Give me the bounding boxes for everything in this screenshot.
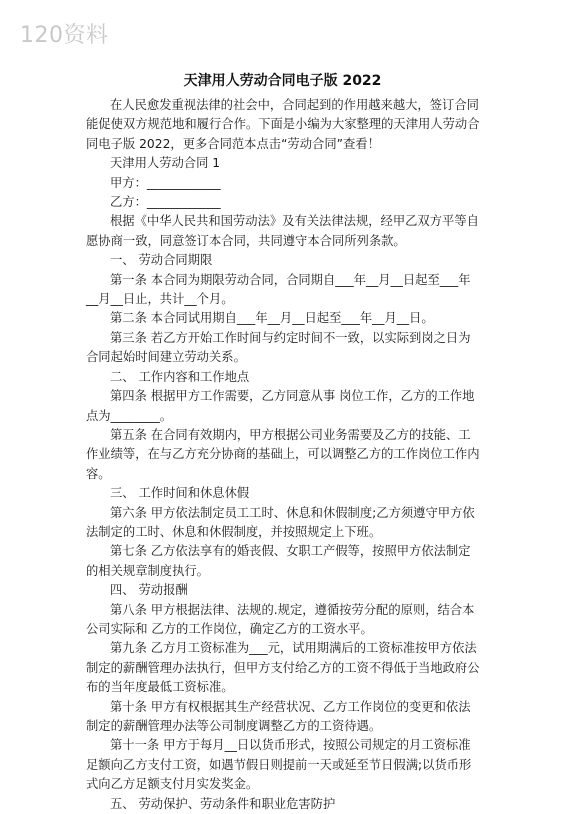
paragraph: 四、 劳动报酬 [110,583,188,598]
paragraph: 三、 工作时间和休息休假 [110,486,250,501]
paragraph: 第五条 在合同有效期内，甲方根据公司业务需要及乙方的技能、工作业绩等，在与乙方充分协商的基础上，可以调整乙方的工作岗位工作内容。 [86,427,480,481]
paragraph: 甲方：____________ [110,175,221,190]
paragraph: 五、 劳动保护、劳动条件和职业危害防护 [110,796,336,811]
paragraph: 第七条 乙方依法享有的婚丧假、女职工产假等，按照甲方依法制定的相关规章制度执行。 [86,544,471,578]
paragraph: 第九条 乙方月工资标准为___元，试用期满后的工资标准按甲方依法制定的薪酬管理办法执行，但甲方支付给乙方的工资不得低于当地政府公布的当年度最低工资标准。 [86,641,480,695]
document-body [86,96,480,814]
paragraph: 第四条 根据甲方工作需要，乙方同意从事 岗位工作，乙方的工作地点为________。 [86,389,475,423]
paragraph: 乙方：____________ [110,195,221,210]
paragraph: 第六条 甲方依法制定员工工时、休息和休假制度;乙方须遵守甲方依法制定的工时、休息和休假制度，并按照规定上下班。 [86,505,475,539]
paragraph: 第一条 本合同为期限劳动合同，合同期自___年__月__日起至___年__月__日止，共计__个月。 [86,272,471,307]
paragraph: 第二条 本合同试用期自___年__月__日起至___年__月__日。 [110,311,434,326]
paragraph: 第三条 若乙方开始工作时间与约定时间不一致，以实际到岗之日为合同起始时间建立劳动关系。 [86,330,471,365]
paragraph: 第十一条 甲方于每月__日以货币形式，按照公司规定的月工资标准足额向乙方支付工资，如遇节假日则提前一天或延至节日假满;以货币形式向乙方足额支付月实发奖金。 [86,738,472,792]
watermark: 120资料 [20,23,109,48]
document-title: 天津用人劳动合同电子版 2022 [183,73,382,89]
paragraph: 天津用人劳动合同 1 [110,156,221,171]
paragraph: 第八条 甲方根据法律、法规的.规定，遵循按劳分配的原则，结合本公司实际和 乙方的工作岗位，确定乙方的工资水平。 [86,602,475,636]
paragraph: 根据《中华人民共和国劳动法》及有关法律法规，经甲乙双方平等自愿协商一致，同意签订本合同，共同遵守本合同所列条款。 [86,214,479,248]
paragraph: 二、 工作内容和工作地点 [110,369,250,384]
paragraph: 在人民愈发重视法律的社会中，合同起到的作用越来越大，签订合同能促使双方规范地和履行合作。下面是小编为大家整理的天津用人劳动合同电子版 2022，更多合同范本点击“劳动合同”查看！ [86,98,480,151]
paragraph: 第十条 甲方有权根据其生产经营状况、乙方工作岗位的变更和依法制定的薪酬管理办法等公司制度调整乙方的工资待遇。 [86,699,471,733]
paragraph: 一、 劳动合同期限 [110,253,213,268]
